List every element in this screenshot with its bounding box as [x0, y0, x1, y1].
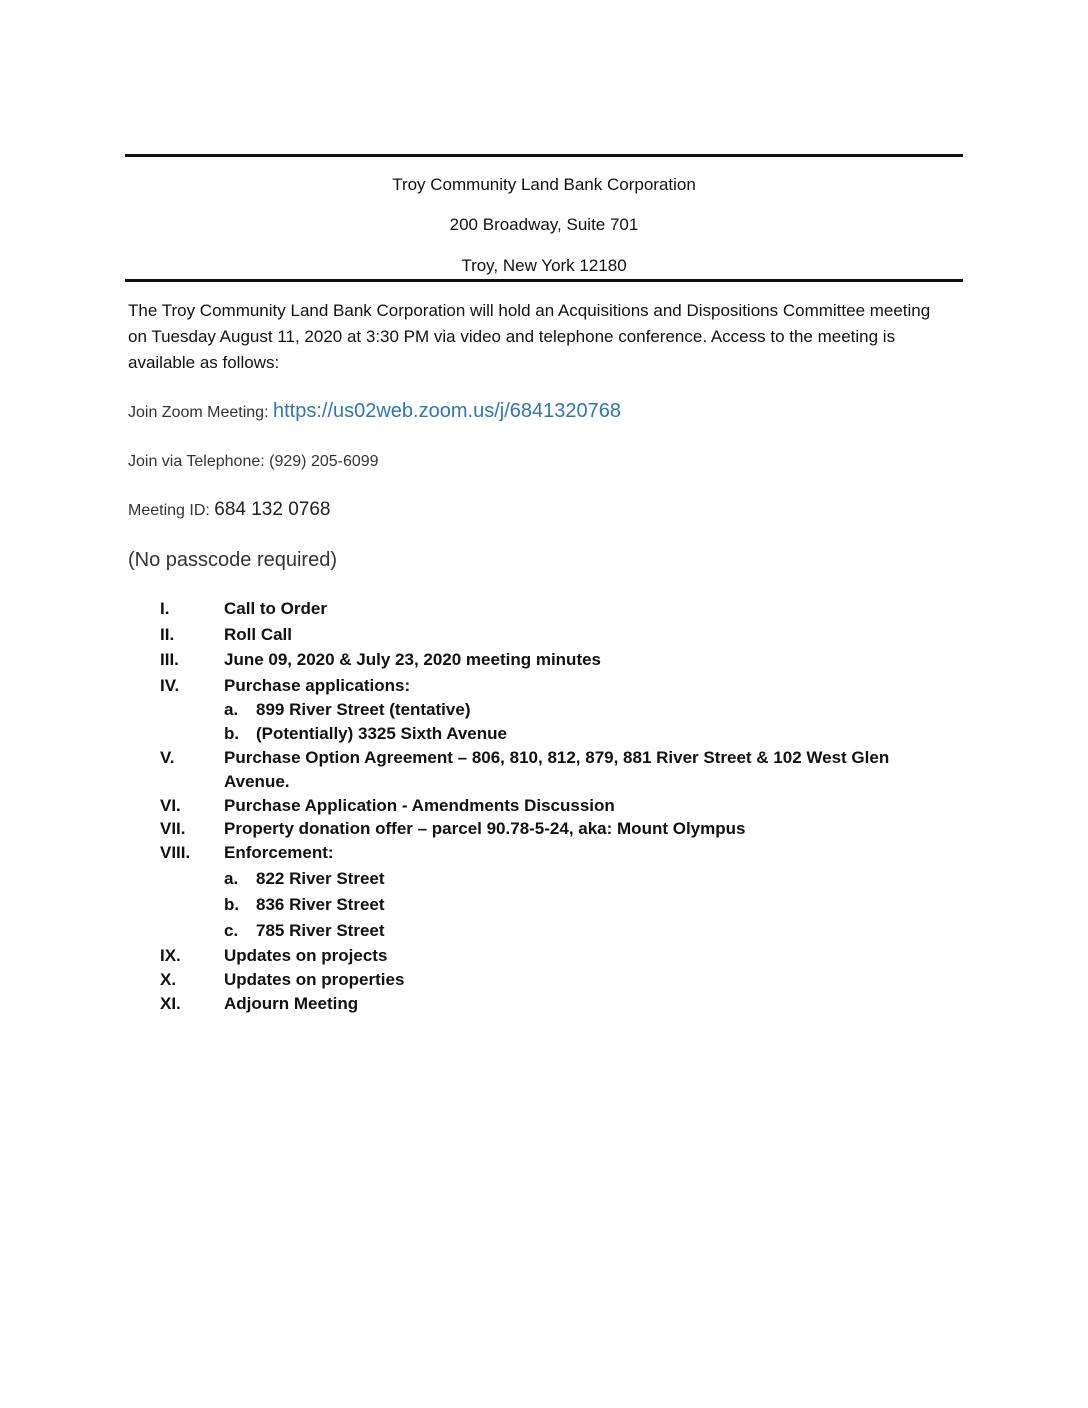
address-line-1: 200 Broadway, Suite 701: [449, 215, 639, 234]
agenda-subitem-letter: b.: [224, 724, 240, 743]
agenda-item-text: Roll Call: [224, 625, 293, 644]
agenda-item-number: VI.: [160, 796, 181, 815]
agenda-item-number: I.: [160, 599, 170, 618]
agenda-subitem-text: 822 River Street: [256, 869, 385, 888]
intro-paragraph: The Troy Community Land Bank Corporation will hold an Acquisitions and Dispositions Committee meeting on Tuesday August 11, 2020 at 3:30 PM via video and telephone conference. Access to the meeting is available as follows:: [128, 301, 931, 372]
agenda-item-text: Updates on properties: [224, 970, 405, 989]
agenda-item-number: V.: [160, 748, 175, 767]
telephone-label: Join via Telephone:: [128, 453, 265, 470]
agenda-item-text: June 09, 2020 & July 23, 2020 meeting minutes: [224, 650, 602, 669]
zoom-label: Join Zoom Meeting:: [128, 404, 269, 421]
agenda-subitem-letter: a.: [224, 869, 239, 888]
header-top-rule: [125, 154, 963, 157]
zoom-meeting-link[interactable]: https://us02web.zoom.us/j/6841320768: [272, 400, 621, 422]
agenda-item-text: Purchase applications:: [224, 676, 411, 695]
agenda-subitem-text: 836 River Street: [256, 895, 385, 914]
agenda-item-text: Purchase Application - Amendments Discussion: [224, 796, 615, 815]
agenda-item-text: Property donation offer – parcel 90.78-5-24, aka: Mount Olympus: [224, 819, 746, 838]
zoom-meeting-line: [128, 400, 621, 424]
agenda-subitem-text: 899 River Street (tentative): [256, 700, 471, 719]
agenda-item-text: Call to Order: [224, 599, 327, 618]
agenda-subitem-text: (Potentially) 3325 Sixth Avenue: [256, 724, 507, 743]
agenda-item-number: IX.: [160, 946, 181, 965]
agenda-item-number: X.: [160, 970, 177, 989]
agenda-subitem-text: 785 River Street: [256, 921, 385, 940]
org-name: Troy Community Land Bank Corporation: [392, 175, 696, 194]
agenda-item-text: Enforcement:: [224, 843, 334, 862]
agenda-subitem-letter: a.: [224, 700, 239, 719]
passcode-note: (No passcode required): [128, 549, 337, 571]
agenda-item-number: VIII.: [160, 843, 191, 862]
meeting-id-line: [128, 499, 331, 522]
agenda-item-text: Adjourn Meeting: [224, 994, 359, 1013]
agenda-item-text: Purchase Option Agreement – 806, 810, 812, 879, 881 River Street & 102 West Glen Avenue.: [224, 748, 890, 791]
address-line-2: Troy, New York 12180: [461, 256, 627, 275]
agenda-item-number: IV.: [160, 676, 180, 695]
agenda-item-number: III.: [160, 650, 179, 669]
agenda-item-text: Updates on projects: [224, 946, 388, 965]
agenda-item-number: VII.: [160, 819, 186, 838]
header-bottom-rule: [125, 279, 963, 282]
telephone-number: (929) 205-6099: [269, 453, 379, 470]
meeting-id-label: Meeting ID:: [128, 502, 210, 519]
agenda-subitem-letter: b.: [224, 895, 240, 914]
agenda-item-number: XI.: [160, 994, 181, 1013]
telephone-line: [128, 451, 379, 473]
agenda-item-number: II.: [160, 625, 175, 644]
agenda-subitem-letter: c.: [224, 921, 239, 940]
meeting-id-value: 684 132 0768: [214, 499, 331, 520]
